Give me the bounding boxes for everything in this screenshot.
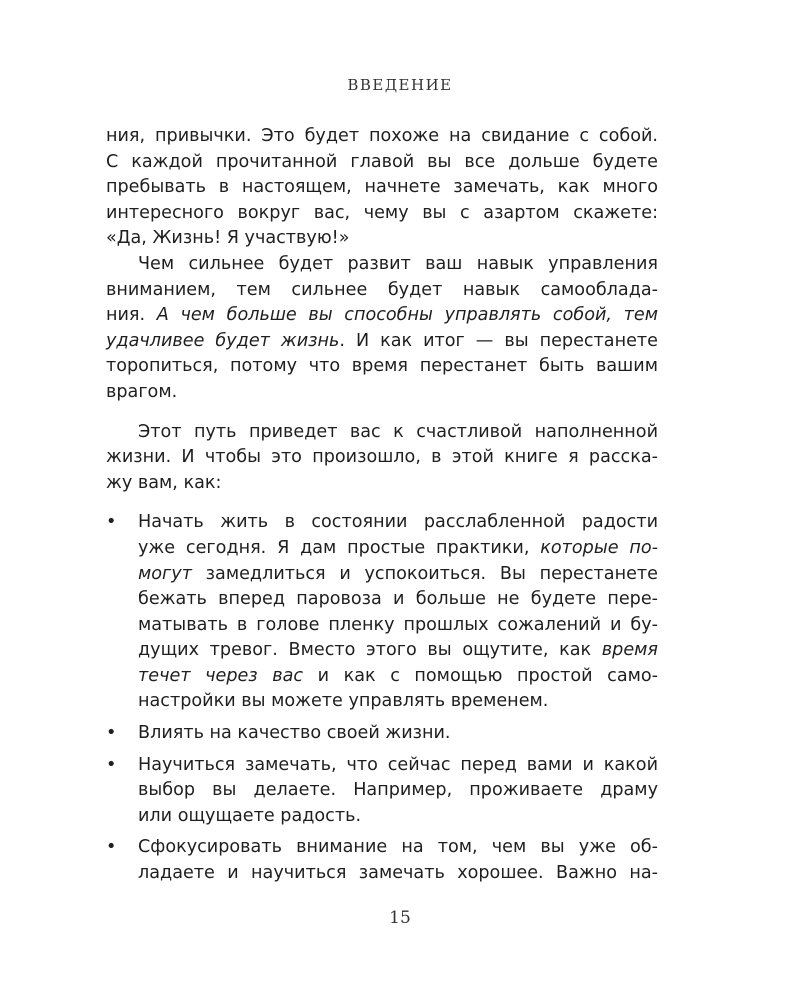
text-line: Начать жить в состоянии расслабленной радости — [138, 512, 658, 533]
text-line: Чем сильнее будет развит ваш навык управления — [138, 253, 658, 274]
text-plain: и как с помощью простой само- — [303, 665, 658, 686]
list-item — [106, 753, 658, 830]
text-line: Этот путь приведет вас к счастливой наполненной — [138, 421, 658, 442]
text-plain: дущих тревог. Вместо этого вы ощутите, как — [138, 640, 602, 661]
text-line: интересного вокруг вас, чему вы с азартом скажете: — [106, 202, 658, 223]
text-italic: течет через вас — [138, 665, 304, 686]
body-text — [106, 124, 658, 887]
bullet-icon: • — [106, 723, 117, 744]
bullet-list — [106, 510, 658, 886]
paragraph-path — [106, 420, 658, 497]
text-line: торопиться, потому что время перестанет быть вашим — [106, 356, 658, 377]
text-line — [138, 638, 658, 664]
text-italic: А чем больше вы способны управлять собой, тем — [156, 305, 658, 326]
text-line: врагом. — [106, 381, 178, 402]
text-line: пребывать в настоящем, начнете замечать, как много — [106, 177, 658, 198]
text-line — [106, 329, 658, 355]
bullet-icon: • — [106, 837, 117, 858]
text-plain: . И как итог — вы перестанете — [339, 330, 658, 351]
text-line: Влиять на качество своей жизни. — [138, 723, 451, 744]
text-plain: уже сегодня. Я дам простые практики, — [138, 537, 541, 558]
list-item — [106, 835, 658, 886]
text-line: ния, привычки. Это будет похоже на свидание с собой. — [106, 126, 658, 146]
list-item — [106, 510, 658, 715]
text-plain: замедлиться и успокоиться. Вы перестанете — [191, 563, 658, 584]
text-line: жу вам, как: — [106, 472, 222, 493]
text-plain: ния. — [106, 305, 157, 326]
text-line — [106, 303, 658, 329]
text-line: «Да, Жизнь! Я участвую!» — [106, 228, 350, 249]
text-italic: удачливее будет жизнь — [106, 330, 340, 351]
page-number: 15 — [389, 908, 411, 928]
text-line: вниманием, тем сильнее будет навык самообладa- — [106, 279, 658, 300]
paragraph-attention — [106, 252, 658, 406]
text-line: или ощущаете радость. — [138, 805, 362, 826]
text-line: Научиться замечать, что сейчас перед вами и какой — [138, 754, 658, 775]
text-line: С каждой прочитанной главой вы все дольше будете — [106, 151, 658, 172]
text-line: ладаете и научиться замечать хорошее. Важно на- — [138, 863, 658, 884]
text-line — [138, 536, 658, 562]
running-head: ВВЕДЕНИЕ — [347, 76, 453, 94]
text-line — [138, 664, 658, 690]
text-line — [138, 562, 658, 588]
text-italic: могут — [138, 563, 192, 584]
text-line: матывать в голове пленку прошлых сожалений и бу- — [138, 614, 658, 635]
text-italic: которые по- — [540, 537, 659, 558]
bullet-icon: • — [106, 754, 117, 775]
text-italic: время — [601, 640, 658, 661]
paragraph-continuation — [106, 124, 658, 252]
list-item — [106, 721, 658, 747]
text-line: Сфокусировать внимание на том, чем вы уже об- — [138, 837, 658, 858]
text-line: выбор вы делаете. Например, проживаете драму — [138, 780, 658, 801]
bullet-icon: • — [106, 512, 117, 533]
text-line: бежать вперед паровоза и больше не будете пере- — [138, 589, 658, 610]
text-line: жизни. И чтобы это произошло, в этой книге я расска- — [106, 447, 658, 468]
text-line: настройки вы можете управлять временем. — [138, 691, 549, 712]
